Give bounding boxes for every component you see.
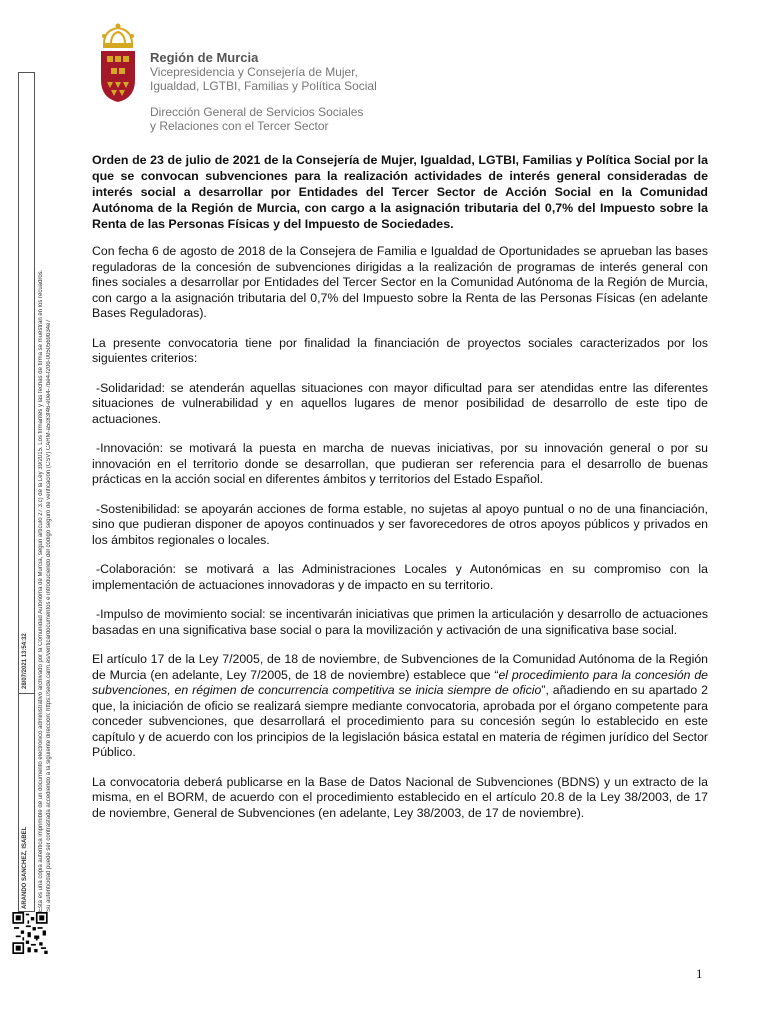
verification-qr-code[interactable] [12,912,48,954]
paragraph: Con fecha 6 de agosto de 2018 de la Consejera de Familia e Igualdad de Oportunidades se aprueban las bases reguladoras de la concesión de subvenciones dirigidas a la realización de programas de interés general con fines sociales a desarrollar por Entidades del Tercer Sector en la Comunidad Autónoma de la Región de Murcia, con cargo a la asignación tributaria del 0,7% del Impuesto sobre la Renta de las Personas Físicas (en adelante Bases Reguladoras). [92,244,708,320]
document-title: Orden de 23 de julio de 2021 de la Consejería de Mujer, Igualdad, LGTBI, Familias y Política Social por la que se convocan subvenciones para la realización actividades de interés general consideradas de interés social a desarrollar por Entidades del Tercer Sector de Acción Social en la Comunidad Autónoma de la Región de Murcia, con cargo a la asignación tributaria del 0,7% del Impuesto sobre la Renta de las Personas Físicas y del Impuesto de Sociedades. [92,153,708,231]
organization-block [150,50,410,133]
criterion-solidaridad: -Solidaridad: se atenderán aquellas situaciones con mayor dificultad para ser atendidas entre las diferentes situaciones de vulnerabilidad y en aquellos lugares de menor posibilidad de desarrollo de este tipo de actuaciones. [92,380,708,426]
page-number: 1 [696,966,703,981]
criterion-innovacion: -Innovación: se motivará la puesta en marcha de nuevas iniciativas, por su innovación general o por su innovación en el territorio donde se desarrollan, que pudieran ser referencia para el desarrollo de buenas prácticas en la acción social en diferentes ámbitos y territorios del Estado Español. [92,441,708,486]
murcia-coat-of-arms-logo [96,22,140,104]
criterion-impulso: -Impulso de movimiento social: se incentivarán iniciativas que primen la articulación y desarrollo de actuaciones basadas en una significativa base social o para la movilización y activación de una significativa base social. [92,607,708,637]
org-department-line: Vicepresidencia y Consejería de Mujer, [150,65,358,79]
org-directorate-line: Dirección General de Servicios Sociales [150,105,364,119]
signature-date: 28/07/2021 13:54:32 [22,633,28,689]
signer-name: ARANDO SANCHEZ, ISABEL [22,826,28,909]
org-department-line: Igualdad, LGTBI, Familias y Política Social [150,79,377,93]
paragraph: La presente convocatoria tiene por finalidad la financiación de proyectos sociales caracterizados por los siguientes criterios: [92,335,708,365]
verification-text-line: Esta es una copia auténtica imprimible de un documento electrónico administrativo archivado por la Comunidad Autónoma de Murcia, según artículo 27.3.c) de la Ley 39/2015. Los firmantes y las fechas de firma se muestran en los recuadros. [38,269,44,912]
criterion-sostenibilidad: -Sostenibilidad: se apoyarán acciones de forma estable, no sujetas al apoyo puntual o no de una financiación, sino que pudieran disponer de apoyos continuados y ser favorecedores de otros apoyos públicos y privados en los ámbitos regionales o locales. [92,501,708,547]
paragraph-article-17 [92,652,708,761]
signature-box-divider [19,693,34,694]
org-directorate-line: y Relaciones con el Tercer Sector [150,119,329,133]
criterion-colaboracion: -Colaboración: se motivará a las Administraciones Locales y Autonómicas en su compromiso con la implementación de actuaciones innovadoras y de impacto en su territorio. [92,562,708,592]
paragraph-text: El artículo 17 de la Ley 7/2005, de 18 de noviembre, de Subvenciones de la Comunidad Autónoma de la Región de Murcia (en adelante, Ley 7/2005, de 18 de noviembre) establece que “ [92,652,708,682]
document-body [92,152,708,835]
quoted-text: el procedimiento para la concesión de subvenciones, en régimen de concurrencia competitiva se inicia siempre de oficio [92,667,708,697]
paragraph: La convocatoria deberá publicarse en la Base de Datos Nacional de Subvenciones (BDNS) y un extracto de la misma, en el BORM, de acuerdo con el procedimiento establecido en el artículo 20.8 de la Ley 38/2003, de 17 de noviembre, General de Subvenciones (en adelante, Ley 38/2003, de 17 de noviembre). [92,774,708,820]
verification-text-line: Su autenticidad puede ser contrastada accediendo a la siguiente dirección: https://sede.carm.es/verificardocumentos e introduciendo del código seguro de verificación (CSV) CARM-a5c83f46-e0e4-7be4-f20d-0050569b34e7 [46,319,52,912]
signature-box [18,72,35,912]
paragraph-text: ”, añadiendo en su apartado 2 que, la iniciación de oficio se realizará siempre mediante convocatoria, aprobada por el órgano competente para conceder subvenciones, que desarrollará el procedimiento para su concesión según lo establecido en este capítulo y de acuerdo con los principios de la legislación básica estatal en materia de régimen jurídico del Sector Público. [92,683,708,759]
org-name: Región de Murcia [150,50,259,65]
